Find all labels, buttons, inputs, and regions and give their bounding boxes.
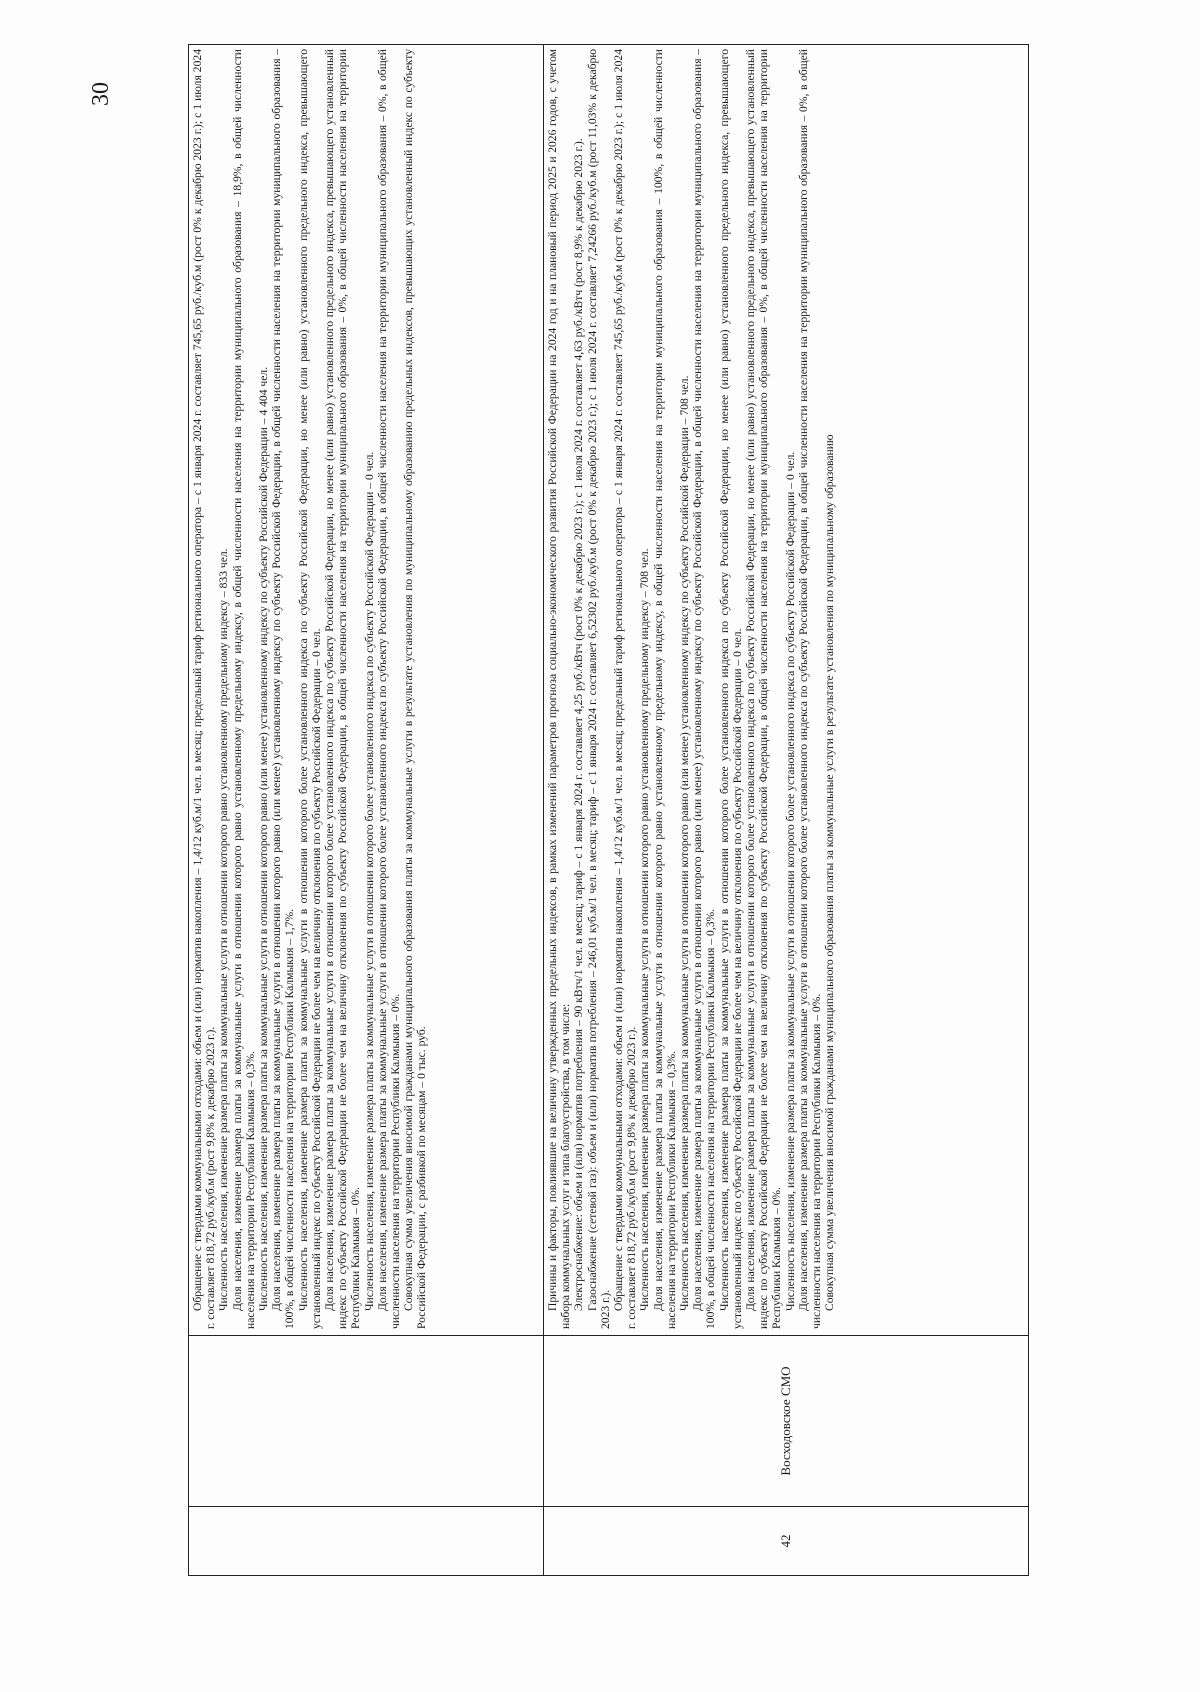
indices-table — [188, 44, 1028, 1576]
paragraph: Численность населения, изменение размера платы за коммунальные услуги в отношении которого равно (или менее) установленному индексу по субъекту Российской Федерации – 4 404 чел. — [257, 366, 271, 1311]
paragraph: Доля населения, изменение размера платы за коммунальные услуги в отношении которого равно установленному предельному индексу, в общей численности населения на территории муниципального образования – 100%, в общей численности населения на территории Республики Калмыкия – 0,3%. — [651, 49, 678, 1329]
paragraph: Доля населения, изменение размера платы за коммунальные услуги в отношении которого более установленного индекса по субъекту Российской Федерации, но менее (или равно) установленного предельного индекса, превышающего установленный индекс по субъекту Российской Федерации не более чем на величину отклонения по субъекту Российской Федерации, в общей численности населения на территории муниципального образования – 0%, в общей численности населения на территории Республики Калмыкия – 0%. — [744, 49, 784, 1329]
table-row — [544, 45, 1029, 1576]
row-description — [189, 45, 544, 1336]
paragraph: Доля населения, изменение размера платы за коммунальные услуги в отношении которого более установленного индекса по субъекту Российской Федерации, но менее (или равно) установленного предельного индекса, превышающего установленный индекс по субъекту Российской Федерации не более чем на величину отклонения по субъекту Российской Федерации, в общей численности населения на территории муниципального образования – 0%, в общей численности населения на территории Республики Калмыкия – 0%. — [323, 49, 363, 1329]
paragraph: Численность населения, изменение размера платы за коммунальные услуги в отношении которого более установленного индекса по субъекту Российской Федерации – 0 чел. — [362, 451, 376, 1311]
row-number: 42 — [544, 1507, 1029, 1576]
paragraph: Электроснабжение: объем и (или) норматив потребления – 90 кВтч/1 чел. в месяц; тариф – с 1 января 2024 г. составляет 4,25 руб./кВтч (рост 0% к декабрю 2023 г.); с 1 июля 2024 г. составляет 4,63 руб./кВтч (рост 8,9% к декабрю 2023 г.). — [572, 138, 586, 1311]
paragraph: Совокупная сумма увеличения вносимой гражданами муниципального образования платы за коммунальные услуги в результате установления по муниципальному образованию предельных индексов, превышающих установленный индекс по субъекту Российской Федерации, с разбивкой по месяцам – 0 тыс. руб. — [402, 49, 429, 1329]
paragraph: Совокупная сумма увеличения вносимой гражданами муниципального образования платы за коммунальные услуги в результате установления по муниципальному образованию — [823, 434, 837, 1311]
paragraph: Численность населения, изменение размера платы за коммунальные услуги в отношении которого равно установленному предельному индексу – 708 чел. — [638, 548, 652, 1311]
paragraph: Численность населения, изменение размера платы за коммунальные услуги в отношении которого равно (или менее) установленному индексу по субъекту Российской Федерации – 708 чел. — [678, 375, 692, 1311]
paragraph: Доля населения, изменение размера платы за коммунальные услуги в отношении которого более установленного индекса по субъекту Российской Федерации, в общей численности населения на территории муниципального образования – 0%, в общей численности населения на территории Республики Калмыкия – 0%. — [375, 49, 403, 1329]
settlement-name — [189, 1336, 544, 1507]
paragraph: Численность населения, изменение размера платы за коммунальные услуги в отношении которого более установленного индекса по субъекту Российской Федерации, но менее (или равно) установленного предельного индекса, превышающего установленный индекс по субъекту Российской Федерации не более чем на величину отклонения по субъекту Российской Федерации – 0 чел. — [296, 49, 323, 1329]
paragraph: Причины и факторы, повлиявшие на величину утвержденных предельных индексов, в рамках изменений параметров прогноза социально-экономического развития Российской Федерации на 2024 год и на плановый период 2025 и 2026 годов, с учетом набора коммунальных услуг и типа благоустройства, в том числе: — [546, 49, 573, 1329]
paragraph: Численность населения, изменение размера платы за коммунальные услуги в отношении которого равно установленному предельному индексу – 833 чел. — [217, 548, 231, 1311]
row-number — [189, 1507, 544, 1576]
paragraph: Обращение с твердыми коммунальными отходами: объем и (или) норматив накопления – 1,4/12 куб.м/1 чел. в месяц; предельный тариф регионального оператора – с 1 января 2024 г. составляет 745,65 руб./куб.м (рост 0% к декабрю 2023 г.); с 1 июля 2024 г. составляет 818,72 руб./куб.м (рост 9,8% к декабрю 2023 г.). — [191, 49, 218, 1329]
paragraph: Численность населения, изменение размера платы за коммунальные услуги в отношении которого более установленного индекса по субъекту Российской Федерации, но менее (или равно) установленного предельного индекса, превышающего установленный индекс по субъекту Российской Федерации не более чем на величину отклонения по субъекту Российской Федерации – 0 чел. — [717, 49, 744, 1329]
paragraph: Численность населения, изменение размера платы за коммунальные услуги в отношении которого более установленного индекса по субъекту Российской Федерации – 0 чел. — [783, 451, 797, 1311]
paragraph: Доля населения, изменение размера платы за коммунальные услуги в отношении которого равно установленному предельному индексу, в общей численности населения на территории муниципального образования – 18,9%, в общей численности населения на территории Республики Калмыкия – 0,3%. — [230, 49, 257, 1329]
paragraph: Доля населения, изменение размера платы за коммунальные услуги в отношении которого более установленного индекса по субъекту Российской Федерации, в общей численности населения на территории муниципального образования – 0%, в общей численности населения на территории Республики Калмыкия – 0%. — [796, 49, 824, 1329]
paragraph: Доля населения, изменение размера платы за коммунальные услуги в отношении которого равно (или менее) установленному индексу по субъекту Российской Федерации, в общей численности населения на территории муниципального образования – 100%, в общей численности населения на территории Республики Калмыкия – 0,3%. — [691, 49, 718, 1329]
row-description — [544, 45, 1029, 1336]
settlement-name: Восходовское СМО — [544, 1336, 1029, 1507]
table-row — [189, 45, 544, 1576]
page-number: 30 — [88, 82, 114, 106]
paragraph: Обращение с твердыми коммунальными отходами: объем и (или) норматив накопления – 1,4/12 куб.м/1 чел. в месяц; предельный тариф регионального оператора – с 1 января 2024 г. составляет 745,65 руб./куб.м (рост 0% к декабрю 2023 г.); с 1 июля 2024 г. составляет 818,72 руб./куб.м (рост 9,8% к декабрю 2023 г.). — [612, 49, 639, 1329]
paragraph: Газоснабжение (сетевой газ): объем и (или) норматив потребления – 246,01 куб.м/1 чел. в месяц; тариф – с 1 января 2024 г. составляет 6,52302 руб./куб.м (рост 0% к декабрю 2023 г.); с 1 июля 2024 г. составляет 7,24266 руб./куб.м (рост 11,03% к декабрю 2023 г.). — [585, 49, 612, 1329]
paragraph: Доля населения, изменение размера платы за коммунальные услуги в отношении которого равно (или менее) установленному индексу по субъекту Российской Федерации, в общей численности населения на территории муниципального образования – 100%, в общей численности населения на территории Республики Калмыкия – 1,7%. — [270, 49, 297, 1329]
